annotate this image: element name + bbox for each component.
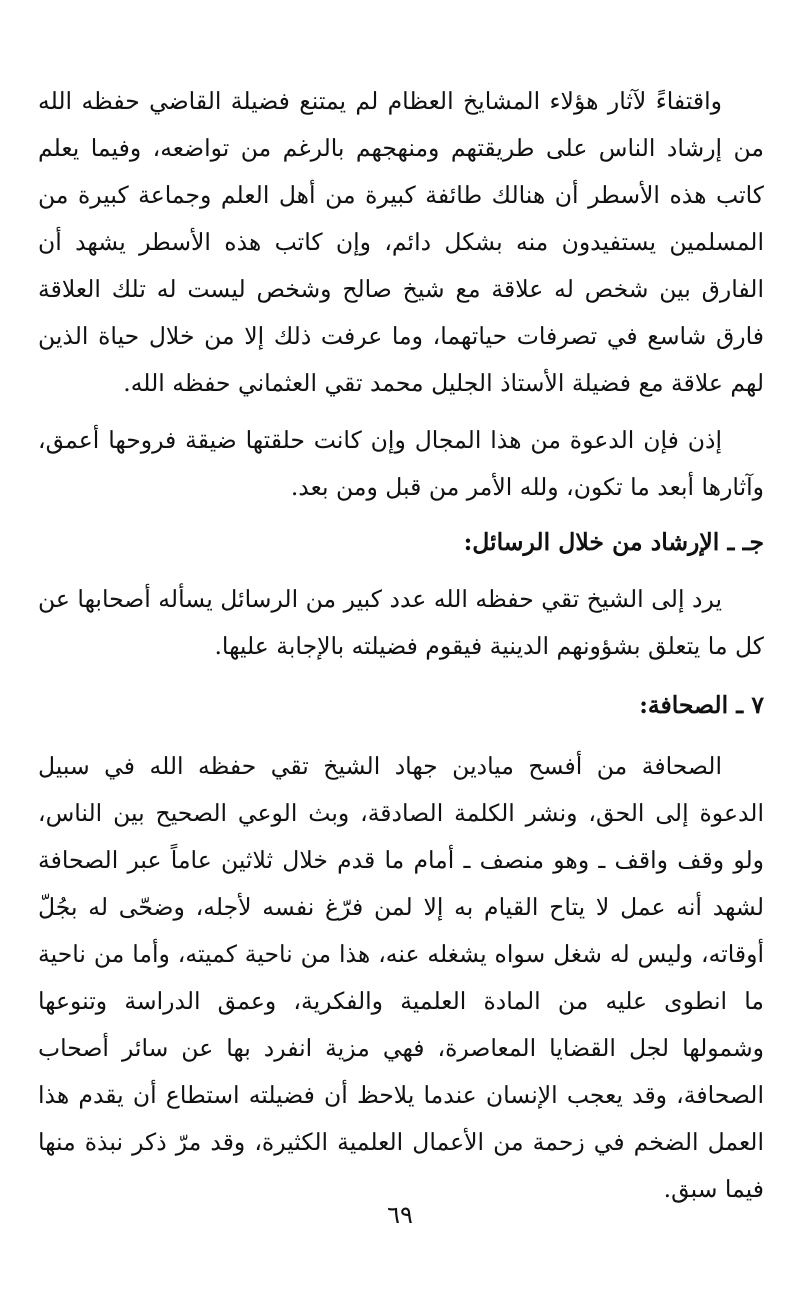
paragraph-guidance-legacy: واقتفاءً لآثار هؤلاء المشايخ العظام لم يمتنع فضيلة القاضي حفظه الله من إرشاد الناس على طريقتهم ومنهجهم بالرغم من تواضعه، وفيما يعلم كاتب هذه الأسطر أن هنالك طائفة كبيرة من أهل العلم وجماعة كبيرة من المسلمين يستفيدون منه بشكل دائم، وإن كاتب هذه الأسطر يشهد أن الفارق بين شخص له علاقة مع شيخ صالح وشخص ليست له تلك العلاقة فارق شاسع في تصرفات حياتهما، وما عرفت ذلك إلا من خلال حياة الذين لهم علاقة مع فضيلة الأستاذ الجليل محمد تقي العثماني حفظه الله. [38, 87, 764, 397]
heading-guidance-through-letters: جـ ـ الإرشاد من خلال الرسائل: [463, 528, 764, 556]
page-body [38, 78, 764, 1213]
heading-journalism: ٧ ـ الصحافة: [639, 691, 764, 719]
paragraph-journalism: الصحافة من أفسح ميادين جهاد الشيخ تقي حفظه الله في سبيل الدعوة إلى الحق، ونشر الكلمة الصادقة، وبث الوعي الصحيح بين الناس، ولو وقف واقف ـ وهو منصف ـ أمام ما قدم خلال ثلاثين عاماً عبر الصحافة لشهد أنه عمل لا يتاح القيام به إلا لمن فرّغ نفسه لأجله، وضحّى له بجُلّ أوقاته، وليس له شغل سواه يشغله عنه، هذا من ناحية كميته، وأما من ناحية ما انطوى عليه من المادة العلمية والفكرية، وعمق الدراسة وتنوعها وشمولها لجل القضايا المعاصرة، فهي مزية انفرد بها عن سائر أصحاب الصحافة، وقد يعجب الإنسان عندما يلاحظ أن فضيلته استطاع أن يقدم هذا العمل الضخم في زحمة من الأعمال العلمية الكثيرة، وقد مرّ ذكر نبذة منها فيما سبق. [38, 752, 764, 1203]
paragraph-dawah-depth: إذن فإن الدعوة من هذا المجال وإن كانت حلقتها ضيقة فروحها أعمق، وآثارها أبعد ما تكون، ولله الأمر من قبل ومن بعد. [38, 426, 764, 501]
paragraph-letters: يرد إلى الشيخ تقي حفظه الله عدد كبير من الرسائل يسأله أصحابها عن كل ما يتعلق بشؤونهم الدينية فيقوم فضيلته بالإجابة عليها. [38, 585, 764, 660]
page-number: ٦٩ [387, 1201, 413, 1229]
